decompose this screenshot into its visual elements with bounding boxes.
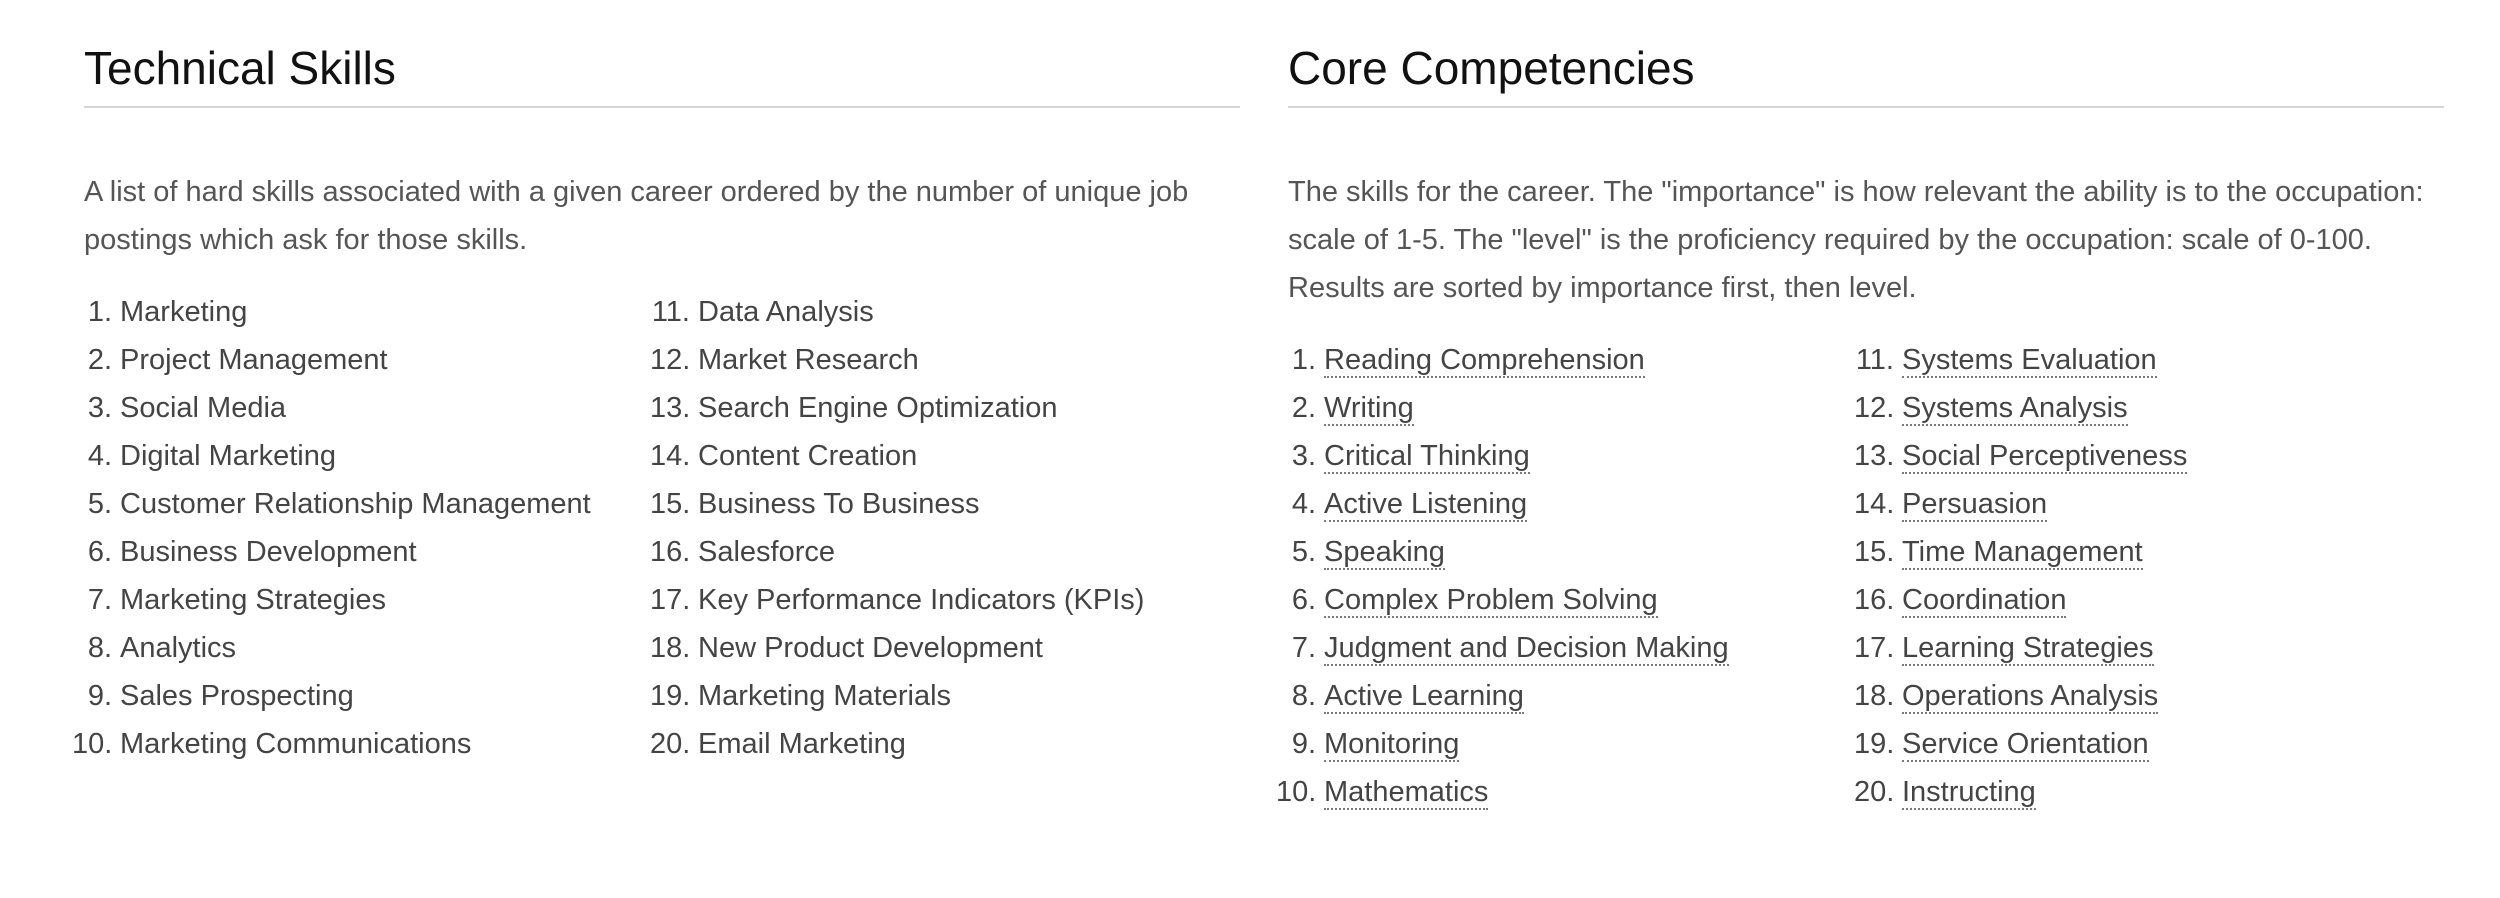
- skill-item: [84, 432, 662, 480]
- skill-label: Market Research: [698, 344, 919, 376]
- list-number: 8.: [1291, 680, 1316, 712]
- skill-label: Key Performance Indicators (KPIs): [698, 584, 1145, 616]
- skill-label: Content Creation: [698, 440, 918, 472]
- skill-item: [84, 576, 662, 624]
- skill-label: Customer Relationship Management: [120, 488, 591, 520]
- competency-link[interactable]: Systems Analysis: [1902, 392, 2128, 424]
- competency-link[interactable]: Writing: [1324, 392, 1414, 424]
- skill-item: [84, 336, 662, 384]
- skill-item: [72, 720, 662, 768]
- list-number: 18.: [1854, 680, 1895, 712]
- competency-item: [1854, 528, 2444, 576]
- competency-item: [1855, 336, 2444, 384]
- competency-link[interactable]: Time Management: [1902, 536, 2143, 568]
- list-number: 8.: [87, 632, 112, 664]
- competency-link[interactable]: Judgment and Decision Making: [1324, 632, 1729, 664]
- technical-skills-section: [72, 38, 1240, 768]
- competency-link[interactable]: Speaking: [1324, 536, 1445, 568]
- competency-item: [1854, 672, 2444, 720]
- list-number: 18.: [650, 632, 691, 664]
- competency-link[interactable]: Systems Evaluation: [1902, 344, 2157, 376]
- skill-item: [651, 288, 1240, 336]
- list-number: 16.: [1854, 584, 1895, 616]
- competency-item: [1288, 480, 1866, 528]
- core-competencies-title: Core Competencies: [1288, 38, 2444, 108]
- skill-item: [650, 576, 1240, 624]
- competency-link[interactable]: Learning Strategies: [1902, 632, 2154, 664]
- skill-label: Digital Marketing: [120, 440, 336, 472]
- list-number: 5.: [1291, 536, 1316, 568]
- skill-item: [650, 384, 1240, 432]
- competency-item: [1854, 384, 2444, 432]
- competency-item: [1288, 672, 1866, 720]
- skill-item: [84, 672, 662, 720]
- list-number: 13.: [1854, 440, 1895, 472]
- list-number: 7.: [1291, 632, 1316, 664]
- competency-item: [1854, 768, 2444, 816]
- list-number: 19.: [650, 680, 691, 712]
- skill-item: [650, 336, 1240, 384]
- list-number: 1.: [87, 296, 112, 328]
- competency-link[interactable]: Active Listening: [1324, 488, 1528, 520]
- skill-label: Salesforce: [698, 536, 836, 568]
- skill-item: [650, 672, 1240, 720]
- list-number: 7.: [87, 584, 112, 616]
- core-competencies-columns: [1276, 336, 2444, 816]
- list-number: 17.: [650, 584, 691, 616]
- skill-item: [84, 528, 662, 576]
- competency-item: [1288, 528, 1866, 576]
- list-number: 12.: [1854, 392, 1895, 424]
- competency-item: [1854, 720, 2444, 768]
- list-number: 1.: [1291, 344, 1316, 376]
- competency-link[interactable]: Monitoring: [1324, 728, 1460, 760]
- list-number: 20.: [1854, 776, 1895, 808]
- list-number: 10.: [72, 728, 113, 760]
- competency-link[interactable]: Instructing: [1902, 776, 2036, 808]
- core-competencies-list-1: [1276, 336, 1866, 816]
- skill-label: Social Media: [120, 392, 287, 424]
- skill-label: Business To Business: [698, 488, 980, 520]
- core-competencies-section: [1276, 38, 2444, 816]
- technical-skills-description: A list of hard skills associated with a given career ordered by the number of unique job postings which ask for those skills.: [84, 176, 1189, 256]
- competency-link[interactable]: Coordination: [1902, 584, 2067, 616]
- list-number: 11.: [1855, 344, 1894, 376]
- competency-item: [1854, 576, 2444, 624]
- competency-item: [1288, 720, 1866, 768]
- list-number: 2.: [87, 344, 112, 376]
- skill-label: New Product Development: [698, 632, 1043, 664]
- competency-item: [1276, 768, 1866, 816]
- list-number: 9.: [1291, 728, 1316, 760]
- competency-link[interactable]: Social Perceptiveness: [1902, 440, 2188, 472]
- skill-label: Sales Prospecting: [120, 680, 354, 712]
- list-number: 12.: [650, 344, 691, 376]
- skill-item: [84, 624, 662, 672]
- competency-link[interactable]: Reading Comprehension: [1324, 344, 1645, 376]
- competency-link[interactable]: Persuasion: [1902, 488, 2048, 520]
- list-number: 5.: [87, 488, 112, 520]
- competency-link[interactable]: Complex Problem Solving: [1324, 584, 1658, 616]
- list-number: 2.: [1291, 392, 1316, 424]
- list-number: 20.: [650, 728, 691, 760]
- competency-link[interactable]: Operations Analysis: [1902, 680, 2159, 712]
- technical-skills-title: Technical Skills: [84, 38, 1240, 108]
- list-number: 17.: [1854, 632, 1895, 664]
- technical-skills-columns: [72, 288, 1240, 768]
- list-number: 19.: [1854, 728, 1895, 760]
- skill-label: Analytics: [120, 632, 237, 664]
- competency-item: [1288, 384, 1866, 432]
- competency-link[interactable]: Critical Thinking: [1324, 440, 1530, 472]
- skill-item: [650, 528, 1240, 576]
- skill-label: Business Development: [120, 536, 417, 568]
- competency-link[interactable]: Service Orientation: [1902, 728, 2149, 760]
- skill-label: Marketing Materials: [698, 680, 952, 712]
- technical-skills-list-2: [650, 288, 1240, 768]
- skill-label: Marketing Strategies: [120, 584, 386, 616]
- skill-label: Email Marketing: [698, 728, 906, 760]
- skill-label: Project Management: [120, 344, 388, 376]
- list-number: 15.: [650, 488, 691, 520]
- competency-item: [1854, 432, 2444, 480]
- list-number: 3.: [87, 392, 112, 424]
- competency-item: [1854, 480, 2444, 528]
- skill-label: Data Analysis: [698, 296, 874, 328]
- core-competencies-description: The skills for the career. The "importance" is how relevant the ability is to the occupation: scale of 1-5. The "level" is the proficiency required by the occupation: scale of 0-100. Results are sorted by importance first, then level.: [1288, 176, 2424, 304]
- list-number: 16.: [650, 536, 691, 568]
- skill-item: [84, 480, 662, 528]
- list-number: 15.: [1854, 536, 1895, 568]
- list-number: 10.: [1276, 776, 1317, 808]
- competency-link[interactable]: Mathematics: [1324, 776, 1489, 808]
- list-number: 14.: [650, 440, 691, 472]
- competency-item: [1288, 432, 1866, 480]
- skill-item: [650, 624, 1240, 672]
- competency-link[interactable]: Active Learning: [1324, 680, 1524, 712]
- skill-label: Marketing: [120, 296, 248, 328]
- list-number: 11.: [651, 296, 690, 328]
- skill-item: [84, 384, 662, 432]
- list-number: 6.: [87, 536, 112, 568]
- list-number: 3.: [1291, 440, 1316, 472]
- list-number: 4.: [87, 440, 112, 472]
- competency-item: [1288, 336, 1866, 384]
- skill-item: [650, 480, 1240, 528]
- list-number: 13.: [650, 392, 691, 424]
- list-number: 6.: [1291, 584, 1316, 616]
- competency-item: [1288, 624, 1866, 672]
- list-number: 14.: [1854, 488, 1895, 520]
- competency-item: [1288, 576, 1866, 624]
- skill-item: [84, 288, 662, 336]
- list-number: 9.: [87, 680, 112, 712]
- skill-label: Marketing Communications: [120, 728, 472, 760]
- competency-item: [1854, 624, 2444, 672]
- skill-item: [650, 720, 1240, 768]
- list-number: 4.: [1291, 488, 1316, 520]
- technical-skills-list-1: [72, 288, 662, 768]
- skill-item: [650, 432, 1240, 480]
- skill-label: Search Engine Optimization: [698, 392, 1058, 424]
- core-competencies-list-2: [1854, 336, 2444, 816]
